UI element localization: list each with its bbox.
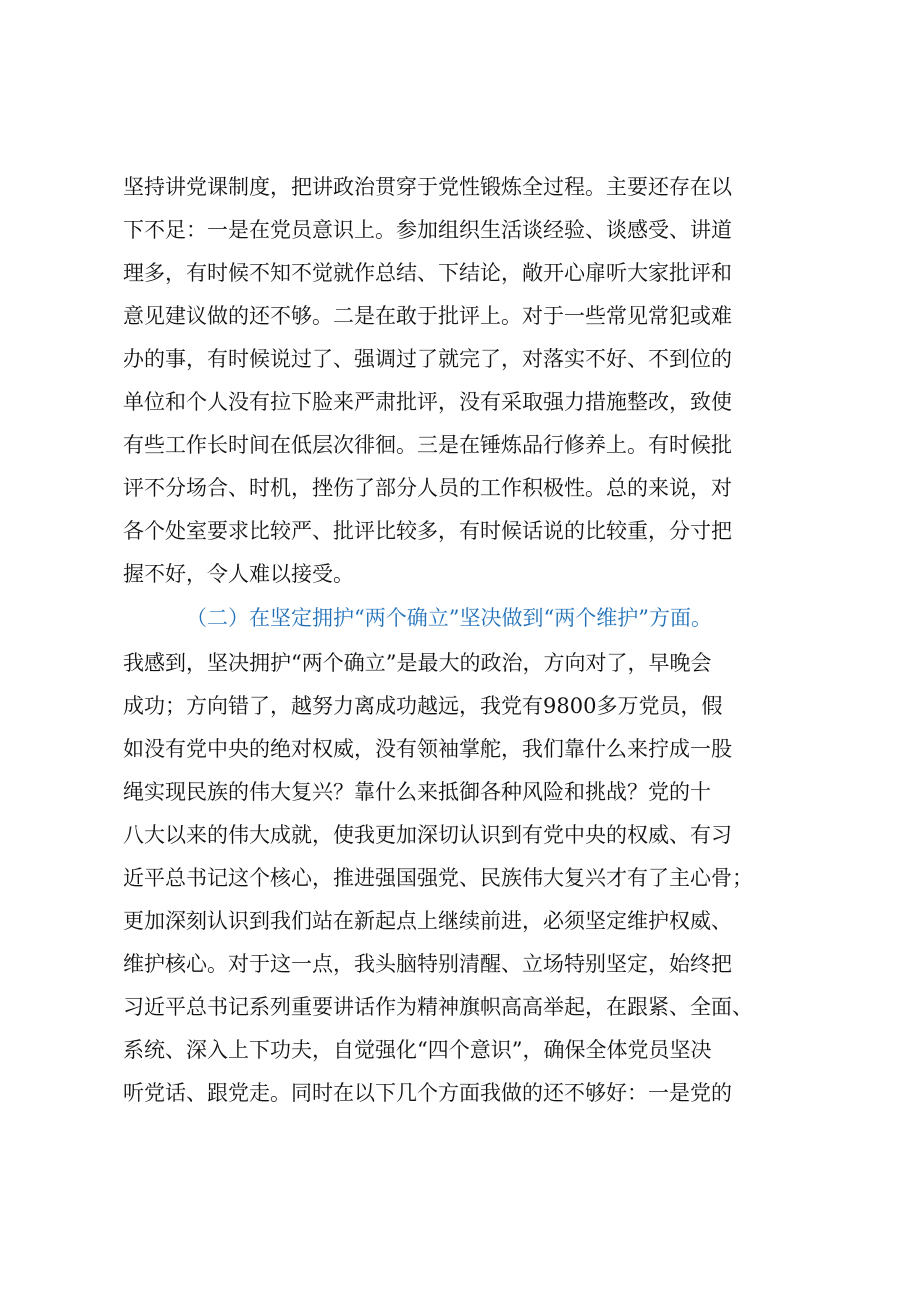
paragraph-line-3: 理多，有时候不知不觉就作总结、下结论，敞开心扉听大家批评和 xyxy=(123,261,732,285)
paragraph-line-2: 下不足：一是在党员意识上。参加组织生活谈经验、谈感受、讲道 xyxy=(123,218,732,242)
section-heading: （二）在坚定拥护“两个确立”坚决做到“两个维护”方面。 xyxy=(186,606,712,630)
paragraph-line-19: 维护核心。对于这一点，我头脑特别清醒、立场特别坚定，始终把 xyxy=(123,952,732,976)
paragraph-line-12: 我感到，坚决拥护“两个确立”是最大的政治，方向对了，早晚会 xyxy=(123,651,712,675)
paragraph-line-22: 听党话、跟党走。同时在以下几个方面我做的还不够好：一是党的 xyxy=(123,1081,732,1105)
paragraph-line-8: 评不分场合、时机，挫伤了部分人员的工作积极性。总的来说，对 xyxy=(123,476,732,500)
paragraph-line-10: 握不好，令人难以接受。 xyxy=(123,562,354,586)
paragraph-line-16: 八大以来的伟大成就，使我更加深切认识到有党中央的权威、有习 xyxy=(123,823,732,847)
paragraph-line-5: 办的事，有时候说过了、强调过了就完了，对落实不好、不到位的 xyxy=(123,347,732,371)
paragraph-line-14: 如没有党中央的绝对权威，没有领袖掌舵，我们靠什么来拧成一股 xyxy=(123,737,732,761)
paragraph-line-17: 近平总书记这个核心，推进强国强党、民族伟大复兴才有了主心骨； xyxy=(123,866,753,890)
paragraph-line-18: 更加深刻认识到我们站在新起点上继续前进，必须坚定维护权威、 xyxy=(123,909,732,933)
paragraph-line-20: 习近平总书记系列重要讲话作为精神旗帜高高举起，在跟紧、全面、 xyxy=(123,995,753,1019)
paragraph-line-15: 绳实现民族的伟大复兴？靠什么来抵御各种风险和挑战？党的十 xyxy=(123,780,711,804)
paragraph-line-4: 意见建议做的还不够。二是在敢于批评上。对于一些常见常犯或难 xyxy=(123,304,732,328)
paragraph-line-13: 成功；方向错了，越努力离成功越远，我党有9800多万党员，假 xyxy=(123,694,723,718)
paragraph-line-1: 坚持讲党课制度，把讲政治贯穿于党性锻炼全过程。主要还存在以 xyxy=(123,175,732,199)
paragraph-line-6: 单位和个人没有拉下脸来严肃批评，没有采取强力措施整改，致使 xyxy=(123,390,732,414)
paragraph-line-7: 有些工作长时间在低层次徘徊。三是在锤炼品行修养上。有时候批 xyxy=(123,433,732,457)
paragraph-line-21: 系统、深入上下功夫，自觉强化“四个意识”，确保全体党员坚决 xyxy=(123,1038,712,1062)
paragraph-line-9: 各个处室要求比较严、批评比较多，有时候话说的比较重，分寸把 xyxy=(123,519,732,543)
